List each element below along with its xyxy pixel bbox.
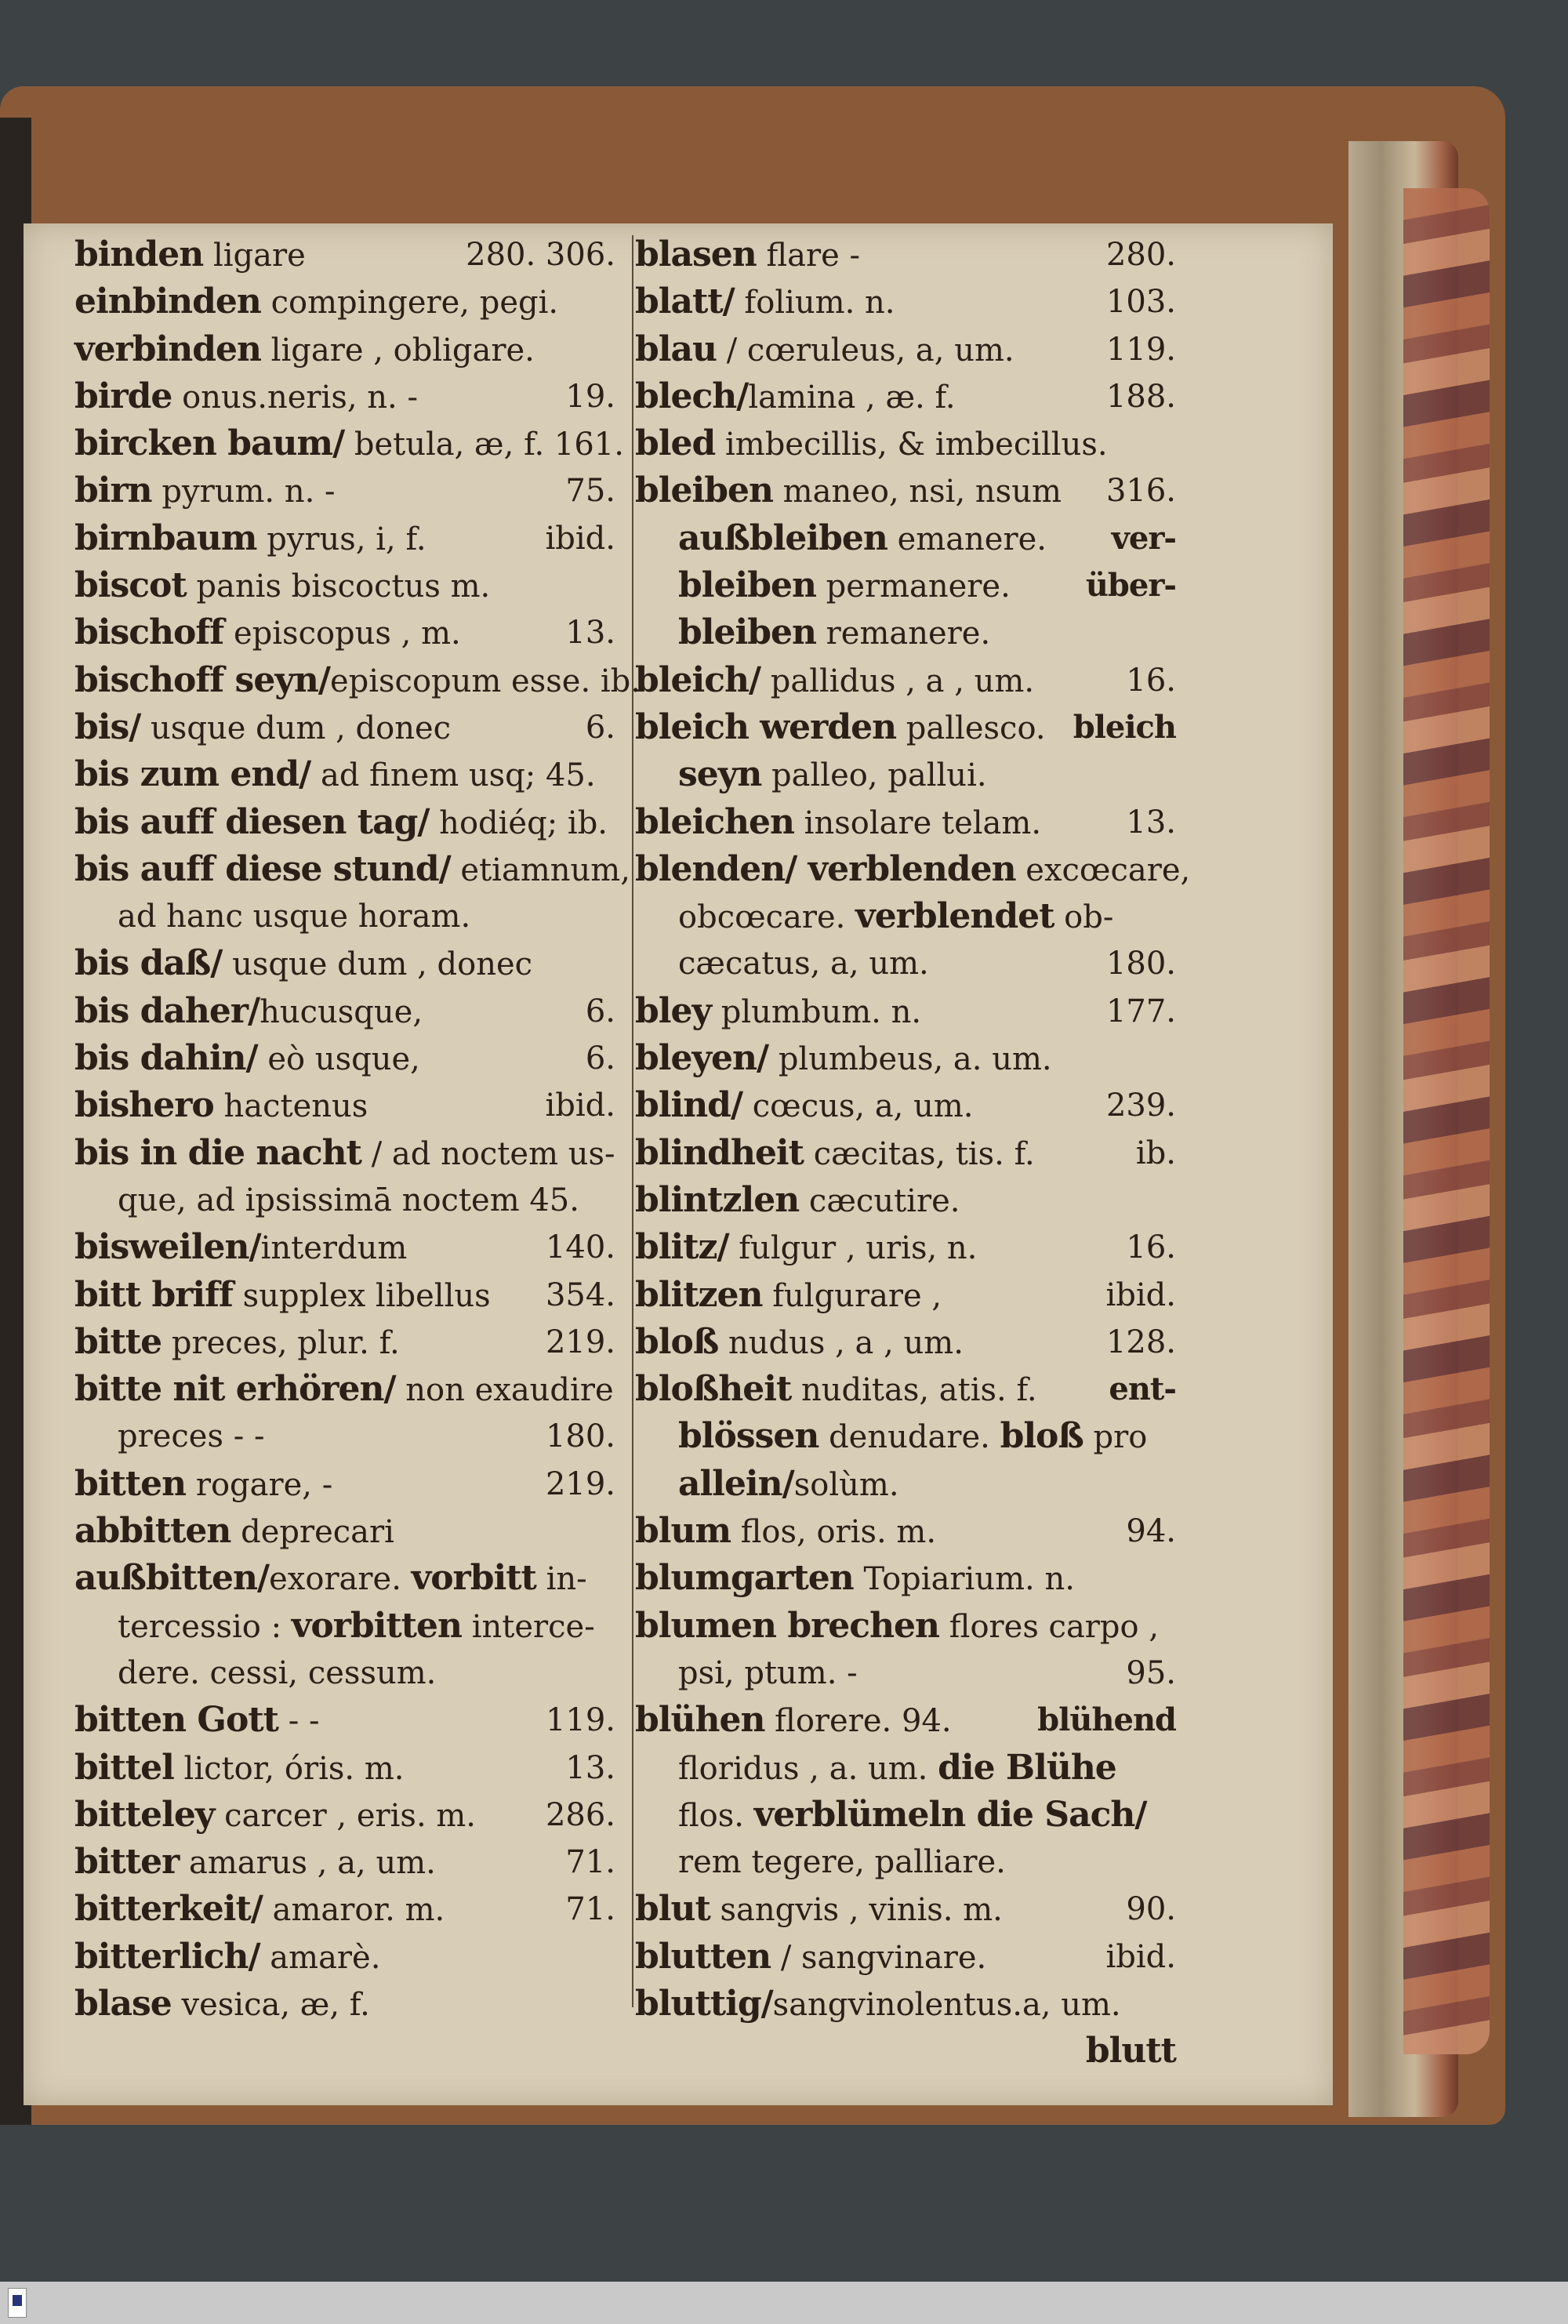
- dictionary-entry: [74, 1555, 623, 1602]
- latin-gloss: hucusque,: [260, 993, 423, 1030]
- headword: biscot: [74, 565, 187, 606]
- latin-gloss: - -: [278, 1703, 320, 1740]
- headword: bleyen/: [635, 1038, 769, 1079]
- dictionary-entry: [74, 988, 623, 1035]
- latin-gloss: usque dum , donec: [140, 710, 452, 746]
- headword: bis in die nacht: [74, 1132, 361, 1173]
- headword-continuation: bleich: [1073, 708, 1176, 746]
- dictionary-entry: [635, 1697, 1184, 1744]
- latin-gloss: vesica, æ, f.: [171, 1986, 370, 2023]
- headword: blössen: [678, 1416, 819, 1457]
- headword: blumgarten: [635, 1558, 854, 1599]
- headword: bitte nit erhören/: [74, 1369, 396, 1410]
- latin-gloss: amarè.: [260, 1939, 381, 1976]
- latin-gloss: obcœcare.: [678, 899, 856, 936]
- headword: blitzen: [635, 1274, 763, 1315]
- dictionary-entry: [635, 1461, 1184, 1508]
- dictionary-entry: [635, 940, 1184, 987]
- dictionary-entry: [635, 1650, 1184, 1697]
- headword: birnbaum: [74, 517, 257, 558]
- dictionary-entry: [74, 609, 623, 656]
- headword: blindheit: [635, 1132, 804, 1173]
- dictionary-entry: [635, 562, 1184, 609]
- dictionary-entry: [635, 704, 1184, 751]
- latin-gloss: interce-: [462, 1608, 595, 1645]
- dictionary-entry: [74, 704, 623, 751]
- dictionary-entry: [635, 751, 1184, 798]
- dictionary-entry: [635, 1603, 1184, 1650]
- headword: bitteley: [74, 1794, 215, 1835]
- headword: verblendet: [855, 896, 1054, 937]
- dictionary-entry: [74, 1839, 623, 1886]
- page-reference: 13.: [565, 1749, 615, 1786]
- headword: außbitten/: [74, 1558, 270, 1599]
- dictionary-entry: [635, 1413, 1184, 1460]
- page-reference: 177.: [1105, 993, 1176, 1029]
- latin-gloss: remanere.: [815, 615, 991, 652]
- page-reference: 219.: [545, 1324, 615, 1360]
- dictionary-entry: [74, 1366, 623, 1413]
- latin-gloss: amarus , a, um.: [179, 1845, 436, 1882]
- latin-gloss: que, ad ipsissimā noctem 45.: [118, 1182, 579, 1218]
- dictionary-entry: [635, 1886, 1184, 1933]
- dictionary-entry: [635, 1366, 1184, 1413]
- latin-gloss: preces - -: [118, 1418, 265, 1455]
- dictionary-entry: [635, 1130, 1184, 1177]
- page-reference: 6.: [585, 1040, 615, 1077]
- latin-gloss: palleo, pallui.: [761, 757, 987, 794]
- headword: die Blühe: [938, 1747, 1116, 1788]
- page-reference: 95.: [1126, 1654, 1176, 1691]
- latin-gloss: betula, æ, f. 161.: [344, 427, 624, 463]
- dictionary-entry: [74, 893, 623, 940]
- dictionary-entry: [74, 1697, 623, 1744]
- dictionary-entry: [74, 373, 623, 420]
- latin-gloss: hactenus: [213, 1088, 368, 1125]
- left-column: [74, 231, 641, 2028]
- latin-gloss: preces, plur. f.: [162, 1324, 400, 1361]
- latin-gloss: non exaudire: [395, 1372, 614, 1409]
- latin-gloss: compingere, pegi.: [260, 285, 559, 321]
- page-reference: 6.: [585, 993, 615, 1029]
- page-reference: 71.: [565, 1891, 615, 1928]
- dictionary-entry: [635, 1272, 1184, 1319]
- latin-gloss: cœcus, a, um.: [742, 1088, 974, 1125]
- headword: blau: [635, 329, 717, 369]
- dictionary-entry: [635, 231, 1184, 278]
- latin-gloss: permanere.: [815, 568, 1011, 605]
- latin-gloss: cæcatus, a, um.: [678, 946, 929, 982]
- headword-continuation: ent-: [1109, 1371, 1176, 1408]
- headword: bitterkeit/: [74, 1889, 263, 1930]
- dictionary-entry: [74, 1177, 623, 1224]
- latin-gloss: emanere.: [887, 521, 1047, 557]
- page-reference: 316.: [1105, 473, 1176, 510]
- headword: vorbitt: [411, 1558, 536, 1599]
- page-reference: ibid.: [1105, 1276, 1176, 1313]
- headword: bis daß/: [74, 943, 223, 984]
- headword: bleiben: [678, 612, 816, 653]
- page-reference: 180.: [1105, 946, 1176, 982]
- dictionary-entry: [74, 1508, 623, 1555]
- page-reference: 286.: [545, 1796, 615, 1833]
- headword: bis auff diesen tag/: [74, 801, 430, 842]
- headword: einbinden: [74, 281, 261, 322]
- latin-gloss: eò usque,: [257, 1041, 420, 1078]
- headword: bitterlich/: [74, 1936, 260, 1977]
- dictionary-entry: [74, 1886, 623, 1933]
- headword: blind/: [635, 1085, 743, 1126]
- headword: binden: [74, 234, 204, 274]
- dictionary-entry: [635, 988, 1184, 1035]
- latin-gloss: episcopus , m.: [223, 615, 461, 652]
- latin-gloss: amaror. m.: [262, 1892, 445, 1929]
- headword: bischoff: [74, 612, 224, 653]
- page-reference: 280. 306.: [466, 237, 615, 273]
- dictionary-entry: [74, 1650, 623, 1697]
- dictionary-entry: [74, 1319, 623, 1366]
- dictionary-entry: [74, 1981, 623, 2028]
- headword: bis dahin/: [74, 1038, 258, 1079]
- latin-gloss: flos, oris. m.: [731, 1514, 937, 1551]
- latin-gloss: nuditas, atis. f.: [791, 1372, 1037, 1409]
- latin-gloss: ligare: [203, 238, 306, 274]
- headword: bley: [635, 990, 712, 1031]
- headword: bitten Gott: [74, 1700, 279, 1741]
- latin-gloss: dere. cessi, cessum.: [118, 1654, 437, 1691]
- dictionary-entry: [74, 1272, 623, 1319]
- latin-gloss: hodiéq; ib.: [429, 804, 608, 841]
- headword-continuation: blühend: [1037, 1701, 1176, 1739]
- dictionary-entry: [74, 326, 623, 373]
- headword: birde: [74, 376, 172, 416]
- headword: verbinden: [74, 329, 261, 369]
- page-reference: 354.: [545, 1276, 615, 1313]
- headword: blutten: [635, 1936, 771, 1977]
- dictionary-entry: [635, 1035, 1184, 1082]
- dictionary-entry: [74, 846, 630, 893]
- dictionary-entry: [635, 1508, 1184, 1555]
- dictionary-entry: [74, 1130, 623, 1177]
- latin-gloss: plumbeus, a. um.: [768, 1041, 1052, 1078]
- latin-gloss: plumbum. n.: [711, 993, 922, 1030]
- right-column: [635, 231, 1191, 2075]
- dictionary-entry: [74, 1224, 623, 1271]
- headword: bisweilen/: [74, 1227, 261, 1268]
- latin-gloss: folium. n.: [734, 285, 895, 321]
- headword: blase: [74, 1983, 172, 2024]
- dictionary-entry: [74, 1934, 623, 1981]
- dictionary-entry: [635, 1224, 1184, 1271]
- latin-gloss: fulgur , uris, n.: [728, 1230, 978, 1267]
- headword: außbleiben: [678, 517, 887, 558]
- headword: bloß: [1000, 1416, 1083, 1457]
- headword: blitz/: [635, 1227, 729, 1268]
- latin-gloss: / ad noctem us-: [361, 1135, 615, 1172]
- latin-gloss: ligare , obligare.: [260, 332, 535, 369]
- latin-gloss: ob-: [1054, 899, 1114, 936]
- dictionary-entry: [74, 1603, 623, 1650]
- headword-continuation: über-: [1085, 567, 1176, 605]
- page-reference: 180.: [545, 1418, 615, 1455]
- dictionary-entry: [635, 2028, 1184, 2075]
- dictionary-entry: [635, 657, 1184, 704]
- dictionary-entry: [74, 278, 623, 325]
- dictionary-entry: [635, 467, 1184, 514]
- latin-gloss: pallesco.: [896, 710, 1046, 746]
- latin-gloss: sangvinolentus.a, um.: [772, 1986, 1121, 2023]
- headword: bircken baum/: [74, 423, 345, 464]
- headword: bitte: [74, 1321, 162, 1362]
- page-reference: ibid.: [545, 520, 615, 557]
- dictionary-entry: [74, 1745, 623, 1792]
- dictionary-entry: [635, 1792, 1184, 1839]
- page-reference: 16.: [1126, 662, 1176, 699]
- headword: blühen: [635, 1700, 765, 1741]
- page-reference: 94.: [1126, 1513, 1176, 1550]
- page-reference: ibid.: [545, 1088, 615, 1124]
- headword-continuation: ver-: [1111, 519, 1176, 557]
- dictionary-entry: [74, 940, 623, 987]
- headword: bloß: [635, 1321, 719, 1362]
- latin-gloss: excœcare,: [1015, 852, 1191, 888]
- headword: birn: [74, 470, 152, 511]
- headword: bitten: [74, 1463, 187, 1504]
- latin-gloss: tercessio :: [118, 1608, 292, 1645]
- page-reference: 75.: [565, 473, 615, 510]
- latin-gloss: psi, ptum. -: [678, 1654, 858, 1691]
- latin-gloss: cæcutire.: [799, 1182, 960, 1219]
- library-logo-icon: [8, 2288, 27, 2318]
- latin-gloss: ad finem usq; 45.: [310, 757, 596, 794]
- page-reference: 6.: [585, 709, 615, 746]
- headword: verblümeln die Sach/: [753, 1794, 1147, 1835]
- latin-gloss: sangvis , vinis. m.: [710, 1892, 1003, 1929]
- latin-gloss: imbecillis, & imbecillus.: [715, 427, 1108, 463]
- latin-gloss: fulgurare ,: [762, 1277, 942, 1314]
- latin-gloss: rem tegere, palliare.: [678, 1844, 1006, 1881]
- page-reference: 103.: [1105, 284, 1176, 321]
- dictionary-entry: [635, 846, 1191, 893]
- latin-gloss: maneo, nsi, nsum: [772, 474, 1062, 510]
- dictionary-entry: [635, 1745, 1184, 1792]
- dictionary-entry: [635, 1981, 1184, 2028]
- dictionary-entry: [74, 751, 623, 798]
- latin-gloss: flores carpo ,: [939, 1608, 1160, 1645]
- headword: bis daher/: [74, 990, 260, 1031]
- headword: bitter: [74, 1842, 180, 1883]
- page-reference: ibid.: [1105, 1938, 1176, 1975]
- dictionary-entry: [74, 562, 623, 609]
- page-reference: 140.: [545, 1229, 615, 1266]
- latin-gloss: panis biscoctus m.: [186, 568, 491, 605]
- dictionary-entry: [74, 1413, 623, 1460]
- latin-gloss: cæcitas, tis. f.: [803, 1135, 1035, 1172]
- headword: bleichen: [635, 801, 794, 842]
- dictionary-entry: [74, 1035, 623, 1082]
- page-reference: 188.: [1105, 378, 1176, 415]
- page-reference: 219.: [545, 1465, 615, 1502]
- latin-gloss: pro: [1083, 1419, 1148, 1456]
- headword: blumen brechen: [635, 1605, 940, 1646]
- headword: allein/: [678, 1463, 794, 1504]
- latin-gloss: pyrus, i, f.: [256, 521, 426, 557]
- latin-gloss: supplex libellus: [232, 1277, 491, 1314]
- dictionary-entry: [74, 467, 623, 514]
- page-reference: 280.: [1105, 237, 1176, 273]
- latin-gloss: pallidus , a , um.: [760, 663, 1035, 699]
- latin-gloss: rogare, -: [186, 1466, 333, 1503]
- headword: blech/: [635, 376, 749, 416]
- scan-footer-strip: [0, 2282, 1568, 2324]
- page-reference: 119.: [545, 1702, 615, 1739]
- dictionary-entry: [635, 1319, 1184, 1366]
- dictionary-entry: [635, 1839, 1184, 1886]
- dictionary-entry: [635, 373, 1184, 420]
- dictionary-entry: [635, 278, 1184, 325]
- page-reference: 90.: [1126, 1891, 1176, 1928]
- headword: blasen: [635, 234, 757, 274]
- latin-gloss: solùm.: [793, 1466, 899, 1503]
- headword: bis/: [74, 706, 141, 747]
- headword: bitt briff: [74, 1274, 233, 1315]
- dictionary-entry: [74, 657, 641, 704]
- dictionary-entry: [74, 420, 623, 467]
- latin-gloss: deprecari: [230, 1514, 394, 1551]
- headword: blatt/: [635, 281, 735, 322]
- dictionary-entry: [635, 799, 1184, 846]
- page-reference: 19.: [565, 378, 615, 415]
- latin-gloss: flare -: [756, 238, 861, 274]
- dictionary-entry: [74, 1082, 623, 1129]
- latin-gloss: carcer , eris. m.: [214, 1797, 477, 1834]
- dictionary-entry: [74, 1461, 623, 1508]
- dictionary-entry: [635, 326, 1184, 373]
- latin-gloss: lamina , æ. f.: [748, 379, 956, 416]
- page-reference: 71.: [565, 1844, 615, 1881]
- dictionary-entry: [635, 515, 1184, 562]
- latin-gloss: Topiarium. n.: [853, 1561, 1075, 1598]
- headword: bis zum end/: [74, 754, 311, 795]
- dictionary-entry: [74, 799, 623, 846]
- dictionary-entry: [635, 1177, 1184, 1224]
- latin-gloss: in-: [535, 1561, 587, 1598]
- headword: bishero: [74, 1085, 214, 1126]
- headword: blum: [635, 1511, 731, 1552]
- headword: bleich/: [635, 659, 761, 700]
- latin-gloss: exorare.: [269, 1561, 412, 1598]
- headword: bittel: [74, 1747, 174, 1788]
- headword: bleiben: [678, 565, 816, 606]
- page-reference: 119.: [1105, 331, 1176, 368]
- headword: bluttig/: [635, 1983, 773, 2024]
- page-reference: 239.: [1105, 1088, 1176, 1124]
- page-reference: 16.: [1126, 1229, 1176, 1266]
- dictionary-entry: [635, 420, 1184, 467]
- dictionary-entry: [74, 1792, 623, 1839]
- dictionary-entry: [635, 1555, 1184, 1602]
- headword: seyn: [678, 754, 762, 795]
- headword: bleiben: [635, 470, 773, 511]
- page-reference: 13.: [565, 615, 615, 652]
- dictionary-entry: [74, 231, 623, 278]
- column-divider: [632, 235, 633, 2007]
- latin-gloss: insolare telam.: [793, 804, 1042, 841]
- latin-gloss: / sangvinare.: [771, 1939, 987, 1976]
- latin-gloss: usque dum , donec: [222, 946, 533, 983]
- latin-gloss: pyrum. n. -: [151, 474, 336, 510]
- latin-gloss: florere. 94.: [764, 1703, 952, 1740]
- dictionary-entry: [74, 515, 623, 562]
- latin-gloss: episcopum esse. ib.: [329, 663, 641, 699]
- dictionary-entry: [635, 893, 1184, 940]
- latin-gloss: interdum: [260, 1230, 408, 1267]
- latin-gloss: nudus , a , um.: [718, 1324, 964, 1361]
- headword: bled: [635, 423, 716, 464]
- headword: bischoff seyn/: [74, 659, 330, 700]
- headword: vorbitten: [291, 1605, 462, 1646]
- headword: bis auff diese stund/: [74, 848, 451, 889]
- latin-gloss: floridus , a. um.: [678, 1750, 938, 1787]
- headword: blut: [635, 1889, 710, 1930]
- dictionary-entry: [635, 609, 1184, 656]
- latin-gloss: / cœruleus, a, um.: [716, 332, 1014, 369]
- headword: bloßheit: [635, 1369, 792, 1410]
- page-reference: 13.: [1126, 804, 1176, 841]
- latin-gloss: onus.neris, n. -: [172, 379, 418, 416]
- latin-gloss: lictor, óris. m.: [173, 1750, 405, 1787]
- latin-gloss: denudare.: [818, 1419, 1000, 1456]
- latin-gloss: etiamnum,: [450, 852, 630, 888]
- page-reference: ib.: [1135, 1135, 1176, 1171]
- page-reference: 128.: [1105, 1324, 1176, 1360]
- headword: blintzlen: [635, 1179, 800, 1220]
- latin-gloss: flos.: [678, 1797, 754, 1834]
- latin-gloss: ad hanc usque horam.: [118, 899, 471, 935]
- dictionary-entry: [635, 1082, 1184, 1129]
- headword: bleich werden: [635, 706, 897, 747]
- dictionary-entry: [635, 1934, 1184, 1981]
- headword: abbitten: [74, 1511, 231, 1552]
- headword: blenden/ verblenden: [635, 848, 1016, 889]
- marbled-edge: [1403, 188, 1490, 2054]
- catchword: blutt: [1085, 2031, 1176, 2072]
